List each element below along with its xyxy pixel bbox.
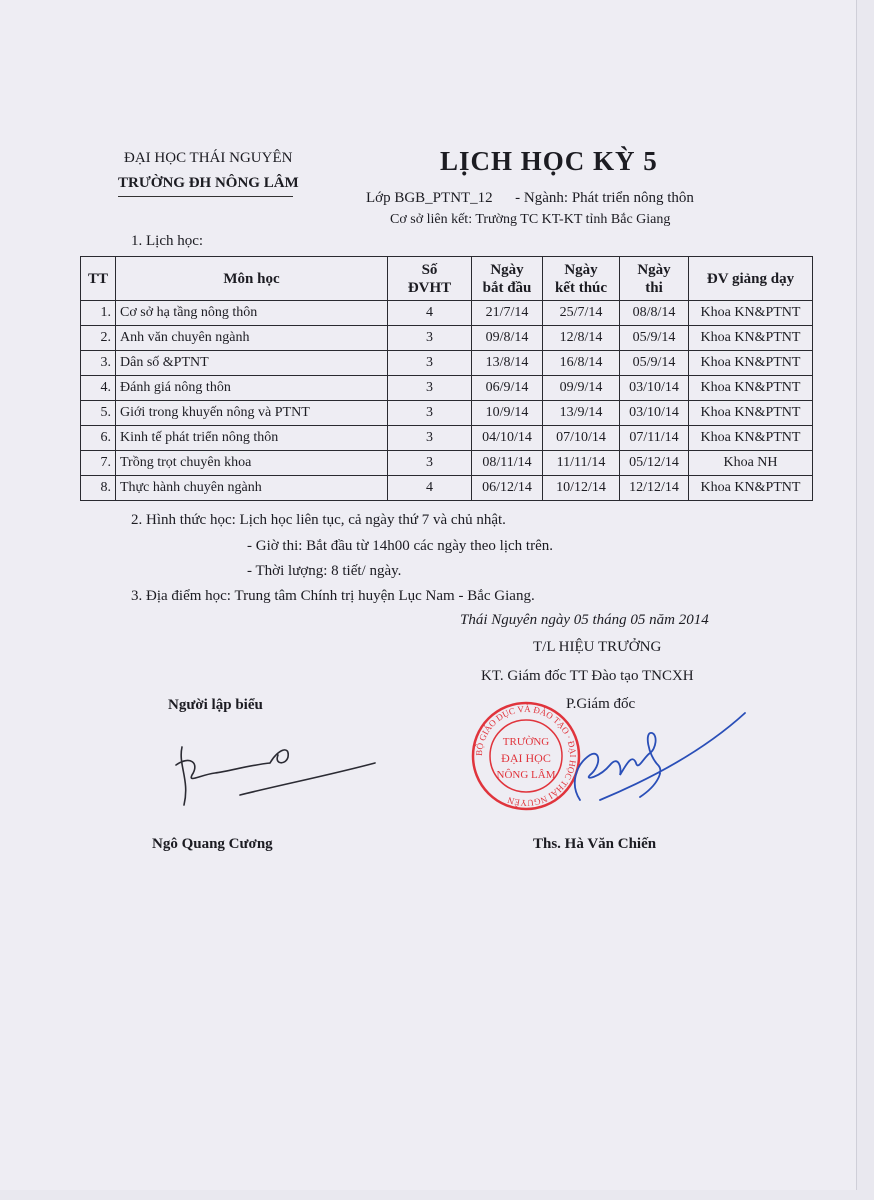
- cell-exam: 03/10/14: [620, 401, 689, 426]
- header-credits-line2: ĐVHT: [407, 279, 452, 296]
- schedule-table: [80, 256, 813, 501]
- cell-subject: Đánh giá nông thôn: [116, 376, 388, 401]
- section-location: 3. Địa điểm học: Trung tâm Chính trị huyện Lục Nam - Bắc Giang.: [131, 588, 535, 604]
- cell-tt: 2.: [81, 326, 116, 351]
- campus-info: Cơ sở liên kết: Trường TC KT-KT tỉnh Bắc Giang: [390, 212, 671, 227]
- cell-exam: 05/9/14: [620, 326, 689, 351]
- duration-note: - Thời lượng: 8 tiết/ ngày.: [247, 563, 402, 579]
- table-row: [81, 326, 813, 351]
- cell-start: 06/9/14: [472, 376, 543, 401]
- cell-dept: Khoa NH: [689, 451, 813, 476]
- school-name: TRƯỜNG ĐH NÔNG LÂM: [118, 175, 299, 191]
- cell-tt: 6.: [81, 426, 116, 451]
- director-title: KT. Giám đốc TT Đào tạo TNCXH: [481, 668, 694, 684]
- cell-dept: Khoa KN&PTNT: [689, 351, 813, 376]
- cell-subject: Dân số &PTNT: [116, 351, 388, 376]
- seal-outer-text: BỘ GIÁO DỤC VÀ ĐÀO TẠO · ĐẠI HỌC THÁI NGUYÊN: [473, 703, 579, 809]
- cell-tt: 3.: [81, 351, 116, 376]
- cell-subject: Kinh tế phát triển nông thôn: [116, 426, 388, 451]
- cell-dept: Khoa KN&PTNT: [689, 376, 813, 401]
- creator-title: Người lập biểu: [168, 697, 263, 713]
- table-row: [81, 451, 813, 476]
- deputy-title: P.Giám đốc: [566, 696, 636, 712]
- cell-exam: 05/12/14: [620, 451, 689, 476]
- issue-date: Thái Nguyên ngày 05 tháng 05 năm 2014: [460, 612, 709, 628]
- cell-subject: Trồng trọt chuyên khoa: [116, 451, 388, 476]
- section-study-format: 2. Hình thức học: Lịch học liên tục, cả ngày thứ 7 và chủ nhật.: [131, 512, 506, 528]
- cell-credits: 4: [388, 301, 472, 326]
- page-title: LỊCH HỌC KỲ 5: [440, 146, 658, 176]
- header-start-line2: bắt đầu: [482, 279, 532, 296]
- cell-subject: Anh văn chuyên ngành: [116, 326, 388, 351]
- cell-subject: Giới trong khuyến nông và PTNT: [116, 401, 388, 426]
- seal-line2: ĐẠI HỌC: [501, 751, 551, 765]
- cell-start: 21/7/14: [472, 301, 543, 326]
- cell-dept: Khoa KN&PTNT: [689, 426, 813, 451]
- cell-start: 10/9/14: [472, 401, 543, 426]
- school-underline: [118, 196, 293, 197]
- cell-credits: 3: [388, 401, 472, 426]
- header-start-line1: Ngày: [490, 261, 524, 278]
- cell-exam: 03/10/14: [620, 376, 689, 401]
- table-row: [81, 351, 813, 376]
- cell-exam: 08/8/14: [620, 301, 689, 326]
- director-signature: [540, 705, 750, 815]
- cell-end: 09/9/14: [543, 376, 620, 401]
- seal-line1: TRƯỜNG: [502, 736, 550, 748]
- header-end: [543, 257, 620, 301]
- header-end-line2: kết thúc: [554, 279, 608, 296]
- table-row: [81, 401, 813, 426]
- cell-tt: 7.: [81, 451, 116, 476]
- header-end-line1: Ngày: [564, 261, 598, 278]
- exam-time-note: - Giờ thi: Bắt đầu từ 14h00 các ngày theo lịch trên.: [247, 538, 553, 554]
- cell-dept: Khoa KN&PTNT: [689, 301, 813, 326]
- cell-tt: 8.: [81, 476, 116, 501]
- cell-end: 11/11/14: [543, 451, 620, 476]
- header-start: [472, 257, 543, 301]
- header-tt: TT: [81, 257, 116, 301]
- cell-end: 16/8/14: [543, 351, 620, 376]
- cell-tt: 5.: [81, 401, 116, 426]
- creator-name: Ngô Quang Cương: [152, 836, 273, 852]
- university-name: ĐẠI HỌC THÁI NGUYÊN: [124, 150, 293, 166]
- cell-credits: 3: [388, 326, 472, 351]
- cell-end: 12/8/14: [543, 326, 620, 351]
- class-info: Lớp BGB_PTNT_12 - Ngành: Phát triển nông thôn: [366, 190, 694, 206]
- cell-exam: 12/12/14: [620, 476, 689, 501]
- cell-start: 13/8/14: [472, 351, 543, 376]
- table-row: [81, 426, 813, 451]
- cell-end: 13/9/14: [543, 401, 620, 426]
- authority-line: T/L HIỆU TRƯỞNG: [533, 639, 662, 655]
- header-credits-line1: Số: [421, 261, 438, 278]
- cell-start: 04/10/14: [472, 426, 543, 451]
- cell-start: 08/11/14: [472, 451, 543, 476]
- header-dept: ĐV giảng dạy: [689, 257, 813, 301]
- director-name: Ths. Hà Văn Chiến: [533, 836, 657, 852]
- cell-exam: 07/11/14: [620, 426, 689, 451]
- cell-credits: 3: [388, 376, 472, 401]
- header-exam: [620, 257, 689, 301]
- cell-credits: 3: [388, 426, 472, 451]
- table-row: [81, 376, 813, 401]
- cell-end: 10/12/14: [543, 476, 620, 501]
- cell-tt: 4.: [81, 376, 116, 401]
- header-exam-line1: Ngày: [637, 261, 671, 278]
- creator-signature: [170, 735, 380, 810]
- cell-credits: 4: [388, 476, 472, 501]
- cell-credits: 3: [388, 451, 472, 476]
- cell-dept: Khoa KN&PTNT: [689, 476, 813, 501]
- cell-dept: Khoa KN&PTNT: [689, 326, 813, 351]
- header-exam-line2: thi: [645, 279, 663, 296]
- cell-exam: 05/9/14: [620, 351, 689, 376]
- section-schedule-heading: 1. Lịch học:: [131, 233, 204, 249]
- cell-subject: Cơ sở hạ tầng nông thôn: [116, 301, 388, 326]
- header-credits: [388, 257, 472, 301]
- table-header-row: [81, 257, 813, 301]
- cell-tt: 1.: [81, 301, 116, 326]
- table-row: [81, 476, 813, 501]
- cell-start: 09/8/14: [472, 326, 543, 351]
- cell-subject: Thực hành chuyên ngành: [116, 476, 388, 501]
- seal-line3: NÔNG LÂM: [496, 769, 556, 781]
- cell-end: 25/7/14: [543, 301, 620, 326]
- header-subject: Môn học: [116, 257, 388, 301]
- table-row: [81, 301, 813, 326]
- cell-end: 07/10/14: [543, 426, 620, 451]
- cell-credits: 3: [388, 351, 472, 376]
- cell-start: 06/12/14: [472, 476, 543, 501]
- cell-dept: Khoa KN&PTNT: [689, 401, 813, 426]
